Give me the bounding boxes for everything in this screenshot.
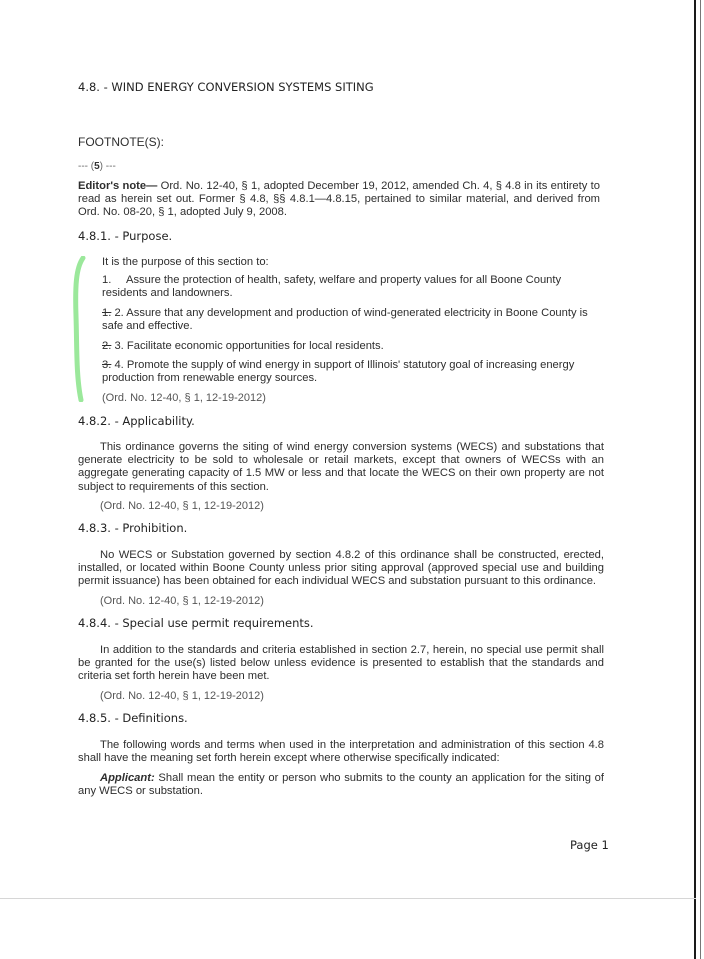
heading-4-8-2: 4.8.2. - Applicability.: [78, 414, 195, 428]
heading-4-8-5: 4.8.5. - Definitions.: [78, 711, 188, 725]
item-text: Promote the supply of wind energy in support of Illinois' statutory goal of increasing energy production from renewable energy sources.: [102, 359, 575, 385]
definitions-body: The following words and terms when used in the interpretation and administration of this section 4.8 shall have the meaning set forth herein except where otherwise specifically indicated:: [78, 739, 604, 765]
item-number: 2.: [114, 307, 124, 319]
section-title: 4.8. - WIND ENERGY CONVERSION SYSTEMS SITING: [78, 80, 374, 94]
purpose-item-2: [102, 307, 604, 333]
footnote-prefix: --- (: [78, 161, 95, 172]
item-old-number: 3.: [102, 359, 112, 371]
page-edge-right: [694, 0, 696, 959]
item-text: Assure the protection of health, safety, welfare and property values for all Boone County residents and landowners.: [102, 274, 562, 300]
applicability-body: This ordinance governs the siting of wind energy conversion systems (WECS) and substations that generate electricity to be sold to wholesale or retail markets, except that owners of WECSs with an aggregate generating capacity of 1.5 MW or less and that locate the WECS on their own property are not subject to requirements of this section.: [78, 441, 604, 493]
item-number: 3.: [114, 340, 124, 352]
highlighter-mark: [72, 256, 86, 402]
heading-4-8-1: 4.8.1. - Purpose.: [78, 229, 173, 243]
ord-citation-4-8-2: (Ord. No. 12-40, § 1, 12-19-2012): [100, 500, 264, 512]
ord-citation-4-8-3: (Ord. No. 12-40, § 1, 12-19-2012): [100, 595, 264, 607]
special-use-body: In addition to the standards and criteria established in section 2.7, herein, no special use permit shall be granted for the use(s) listed below unless evidence is presented to establish that the standards and criteria set forth herein have been met.: [78, 644, 604, 683]
purpose-item-1: [102, 274, 604, 300]
definition-term: Applicant:: [100, 772, 155, 784]
footnote-num: 5: [94, 161, 100, 172]
purpose-item-4: [102, 359, 604, 385]
editors-note-text: Ord. No. 12-40, § 1, adopted December 19, 2012, amended Ch. 4, § 4.8 in its entirety to read as herein set out. Former § 4.8, §§ 4.8.1—4.8.15, pertained to similar material, and derived from Ord. No. 08-20, § 1, adopted July 9, 2008.: [78, 180, 600, 219]
item-number: 4.: [114, 359, 124, 371]
page-edge-right-shadow: [700, 0, 701, 959]
definition-applicant: [78, 772, 604, 798]
footnote-label: FOOTNOTE(S):: [78, 135, 164, 149]
item-old-number: 1.: [102, 307, 112, 319]
editors-note-label: Editor's note—: [78, 180, 158, 192]
item-text: Facilitate economic opportunities for local residents.: [126, 340, 384, 352]
editors-note: [78, 180, 600, 220]
item-old-number: 2.: [102, 340, 112, 352]
definition-text: Shall mean the entity or person who submits to the county an application for the siting of any WECS or substation.: [78, 772, 604, 798]
item-number: 1.: [102, 274, 112, 286]
heading-4-8-3: 4.8.3. - Prohibition.: [78, 521, 188, 535]
purpose-item-3: [102, 340, 604, 353]
page-number: Page 1: [570, 838, 609, 852]
ord-citation-4-8-1: (Ord. No. 12-40, § 1, 12-19-2012): [102, 392, 266, 404]
footnote-number: [78, 160, 116, 173]
page-edge-bottom: [0, 898, 696, 899]
ord-citation-4-8-4: (Ord. No. 12-40, § 1, 12-19-2012): [100, 690, 264, 702]
prohibition-body: No WECS or Substation governed by section 4.8.2 of this ordinance shall be constructed, erected, installed, or located within Boone County unless prior siting approval (approved special use and building permit issuance) has been obtained for each individual WECS and substation pursuant to this ordinance.: [78, 549, 604, 588]
heading-4-8-4: 4.8.4. - Special use permit requirements.: [78, 616, 314, 630]
item-text: Assure that any development and production of wind-generated electricity in Boone County is safe and effective.: [102, 307, 588, 333]
purpose-intro: It is the purpose of this section to:: [102, 256, 269, 268]
footnote-suffix: ) ---: [99, 161, 116, 172]
